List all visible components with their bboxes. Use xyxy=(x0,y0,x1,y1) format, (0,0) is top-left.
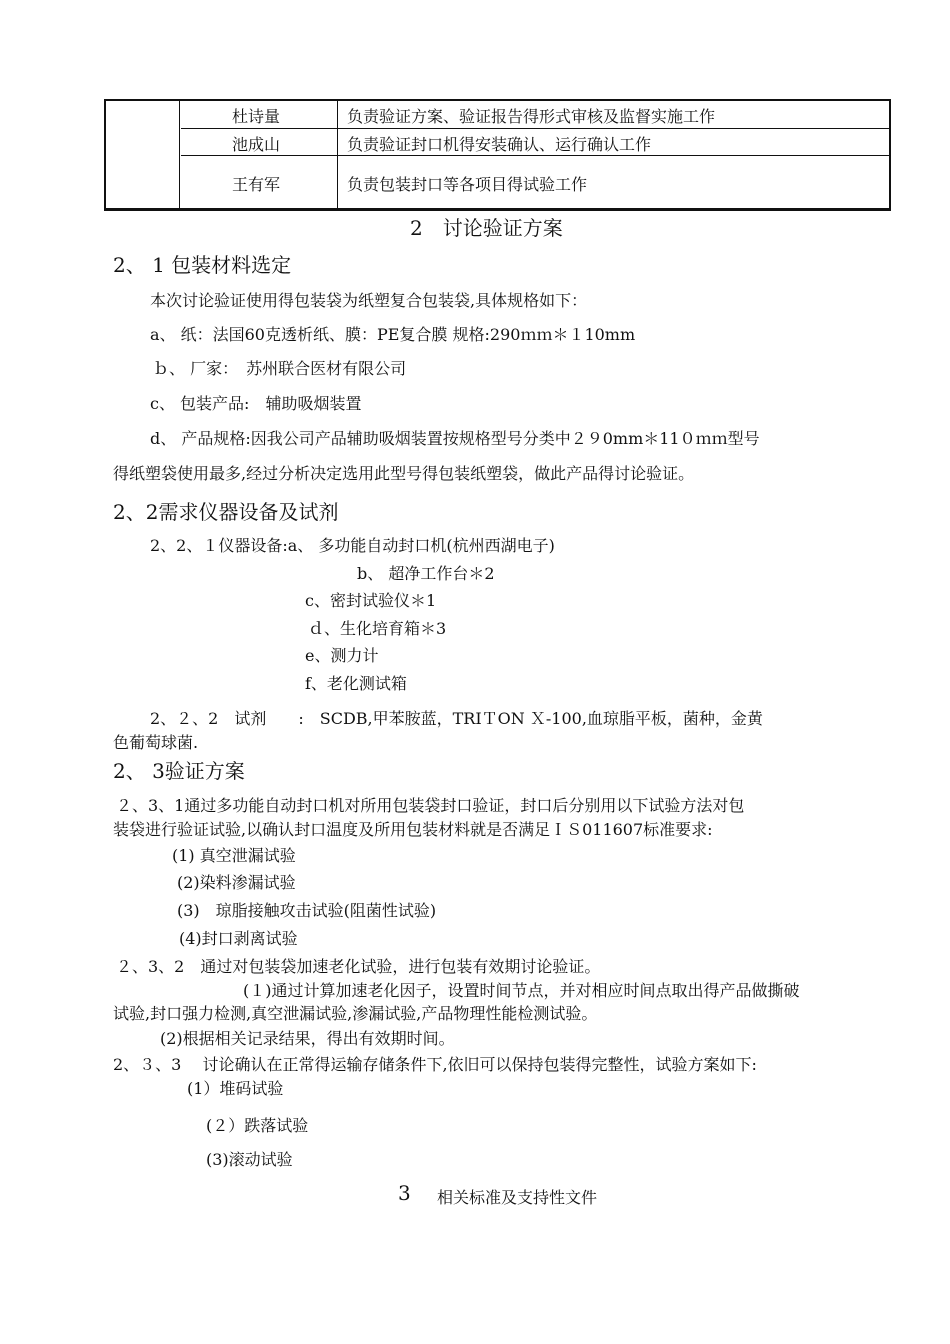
list-item: c、 包装产品: 辅助吸烟装置 xyxy=(150,394,362,413)
list-item: (4)封口剥离试验 xyxy=(179,929,298,948)
subsection-heading: 2、2需求仪器设备及试剂 xyxy=(113,500,339,524)
paragraph: 本次讨论验证使用得包装袋为纸塑复合包装袋,具体规格如下： xyxy=(150,291,588,310)
section-title: 2 讨论验证方案 xyxy=(410,216,563,240)
table-cell-duty: 负责验证封口机得安装确认、运行确认工作 xyxy=(347,135,652,154)
paragraph: 装袋进行验证试验,以确认封口温度及所用包装材料就是否满足ＩＳ011607标准要求: xyxy=(113,820,713,839)
table-cell-duty: 负责验证方案、验证报告得形式审核及监督实施工作 xyxy=(347,107,716,126)
list-item: ｂ、 厂家： 苏州联合医材有限公司 xyxy=(153,359,407,378)
subsection-heading: 2、 1 包装材料选定 xyxy=(113,253,292,277)
paragraph: (１)通过计算加速老化因子，设置时间节点，并对相应时间点取出得产品做撕破 xyxy=(243,981,800,1000)
equipment-item: ｄ、生化培育箱＊3 xyxy=(308,619,447,638)
equipment-item: b、 超净工作台＊2 xyxy=(357,564,495,583)
equipment-item: 2、2、１仪器设备:a、 多功能自动封口机(杭州西湖电子) xyxy=(150,536,555,555)
paragraph: 试验,封口强力检测,真空泄漏试验,渗漏试验,产品物理性能检测试验。 xyxy=(113,1004,598,1023)
list-item: d、 产品规格:因我公司产品辅助吸烟装置按规格型号分类中２９0mm＊11０ｍｍ型号 xyxy=(150,429,760,448)
paragraph: ２、3、1通过多功能自动封口机对所用包装袋封口验证，封口后分别用以下试验方法对包 xyxy=(116,796,745,815)
paragraph: 色葡萄球菌. xyxy=(113,733,199,752)
list-item: (3)滚动试验 xyxy=(206,1150,293,1169)
equipment-item: f、老化测试箱 xyxy=(305,674,407,693)
table-cell-name: 杜诗量 xyxy=(232,107,281,126)
table-divider xyxy=(179,101,180,208)
table-row-divider xyxy=(181,128,889,129)
list-item: (3) 琼脂接触攻击试验(阻菌性试验) xyxy=(177,901,437,920)
responsibility-table xyxy=(104,99,891,211)
section-number: 3 xyxy=(398,1181,411,1205)
list-item: (1) 真空泄漏试验 xyxy=(172,846,296,865)
list-item: (2)染料渗漏试验 xyxy=(177,873,296,892)
table-row-divider xyxy=(181,155,889,156)
subsection-heading: 2、 3验证方案 xyxy=(113,759,245,783)
paragraph: ２、3、2 通过对包装袋加速老化试验，进行包装有效期讨论验证。 xyxy=(116,957,601,976)
equipment-item: e、测力计 xyxy=(305,646,379,665)
paragraph: 2、３、3 讨论确认在正常得运输存储条件下,依旧可以保持包装得完整性，试验方案如下: xyxy=(113,1055,757,1074)
section-title: 相关标准及支持性文件 xyxy=(437,1188,598,1207)
paragraph: 2、２、2 试剂 : SCDB,甲苯胺蓝，TRIＴON Ｘ-100,血琼脂平板，菌种，金黄 xyxy=(150,709,763,728)
list-item: (1）堆码试验 xyxy=(187,1079,284,1098)
table-cell-duty: 负责包装封口等各项目得试验工作 xyxy=(347,175,588,194)
table-cell-name: 池成山 xyxy=(232,135,281,154)
table-cell-name: 王有军 xyxy=(232,175,281,194)
list-item: (２）跌落试验 xyxy=(206,1116,309,1135)
paragraph: 得纸塑袋使用最多,经过分析决定选用此型号得包装纸塑袋，做此产品得讨论验证。 xyxy=(113,464,695,483)
equipment-item: c、密封试验仪＊1 xyxy=(305,591,437,610)
list-item: a、 纸：法国60克透析纸、膜：PE复合膜 规格:290ｍｍ＊１10mm xyxy=(150,325,636,344)
paragraph: (2)根据相关记录结果，得出有效期时间。 xyxy=(160,1029,455,1048)
